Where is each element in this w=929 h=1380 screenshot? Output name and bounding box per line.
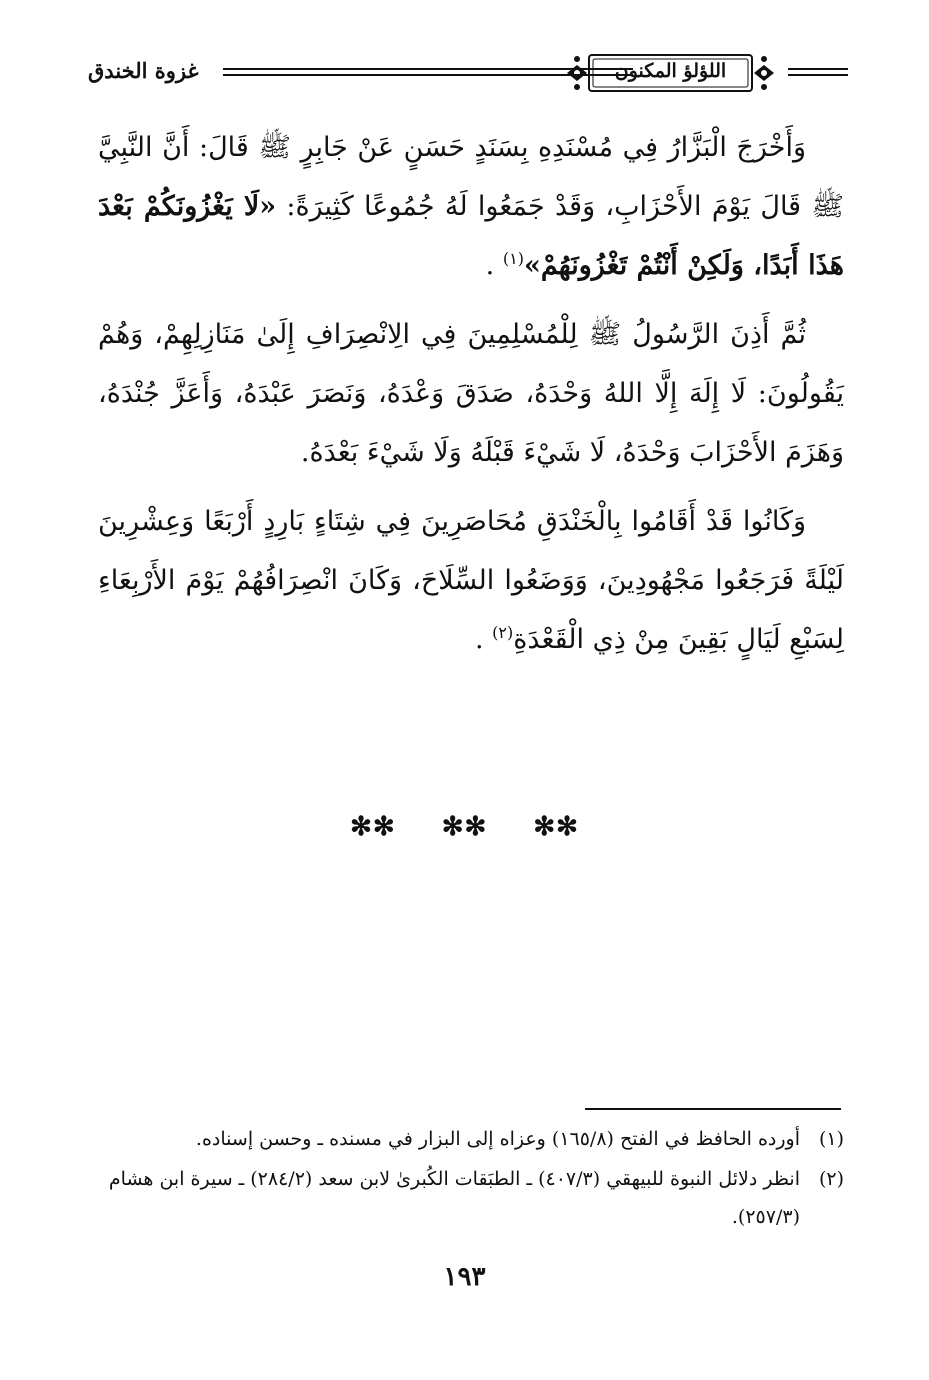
asterism-icon: ✻✻ — [533, 812, 579, 842]
header-rule-left — [223, 68, 633, 76]
header-rule-right — [788, 68, 848, 76]
asterism-icon: ✻✻ — [441, 812, 488, 842]
footnote-text: أورده الحافظ في الفتح (١٦٥/٨) وعزاه إلى البزار في مسنده ـ وحسن إسناده. — [195, 1128, 800, 1150]
footnote-text: انظر دلائل النبوة للبيهقي (٤٠٧/٣) ـ الطبَقات الكُبرىٰ لابن سعد (٢٨٤/٢) ـ سيرة ابن هشام (٢٥٧/٣). — [108, 1168, 800, 1228]
footnote-divider — [585, 1108, 841, 1110]
book-title: اللؤلؤ المكنون — [614, 60, 727, 82]
paragraph-3-end: . — [474, 624, 493, 655]
main-text — [98, 118, 844, 679]
chapter-title: غزوة الخندق — [88, 58, 199, 83]
paragraph-3-text: وَكَانُوا قَدْ أَقَامُوا بِالْخَنْدَقِ مُحَاصَرِينَ فِي شِتَاءٍ بَارِدٍ أَرْبَعًا وَعِشْرِينَ لَيْلَةً فَرَجَعُوا مَجْهُودِينَ، وَوَضَعُوا السِّلَاحَ، وَكَانَ انْصِرَافُهُمْ يَوْمَ الأَرْبِعَاءِ لِسَبْعِ لَيَالٍ بَقِينَ مِنْ ذِي الْقَعْدَةِ — [98, 506, 844, 655]
footnote-marker-1: (١) — [502, 249, 524, 268]
page-number: ١٩٣ — [443, 1262, 486, 1292]
paragraph-1-end: . — [485, 250, 503, 281]
running-header — [88, 48, 848, 100]
paragraph-1 — [98, 118, 844, 295]
footnotes — [98, 1120, 844, 1238]
paragraph-3 — [98, 492, 844, 669]
footnote-number: (٢) — [818, 1168, 844, 1190]
asterism-icon: ✻✻ — [350, 812, 396, 842]
footnote-number: (١) — [818, 1128, 844, 1150]
footnote-item — [98, 1160, 844, 1236]
paragraph-2: ثُمَّ أَذِنَ الرَّسُولُ ﷺ لِلْمُسْلِمِينَ فِي الِانْصِرَافِ إِلَىٰ مَنَازِلِهِمْ، وَهُمْ يَقُولُونَ: لَا إِلَهَ إِلَّا اللهُ وَحْدَهُ، صَدَقَ وَعْدَهُ، وَنَصَرَ عَبْدَهُ، وَأَعَزَّ جُنْدَهُ، وَهَزَمَ الأَحْزَابَ وَحْدَهُ، لَا شَيْءَ قَبْلَهُ وَلَا شَيْءَ بَعْدَهُ. — [98, 319, 844, 468]
prophet-quote: «لَا يَغْزُونَكُمْ بَعْدَ هَذَا أَبَدًا، وَلَكِنْ أَنْتُمْ تَغْزُونَهُمْ» — [98, 191, 844, 281]
paragraph-1-text: وَأَخْرَجَ الْبَزَّارُ فِي مُسْنَدِهِ بِسَنَدٍ حَسَنٍ عَنْ جَابِرٍ ﷺ قَالَ: أَنَّ النَّبِيَّ ﷺ قَالَ يَوْمَ الأَحْزَابِ، وَقَدْ جَمَعُوا لَهُ جُمُوعًا كَثِيرَةً: — [98, 132, 844, 222]
footnote-item — [98, 1120, 844, 1158]
footnote-marker-2: (٢) — [492, 623, 514, 642]
section-separator — [0, 812, 929, 842]
